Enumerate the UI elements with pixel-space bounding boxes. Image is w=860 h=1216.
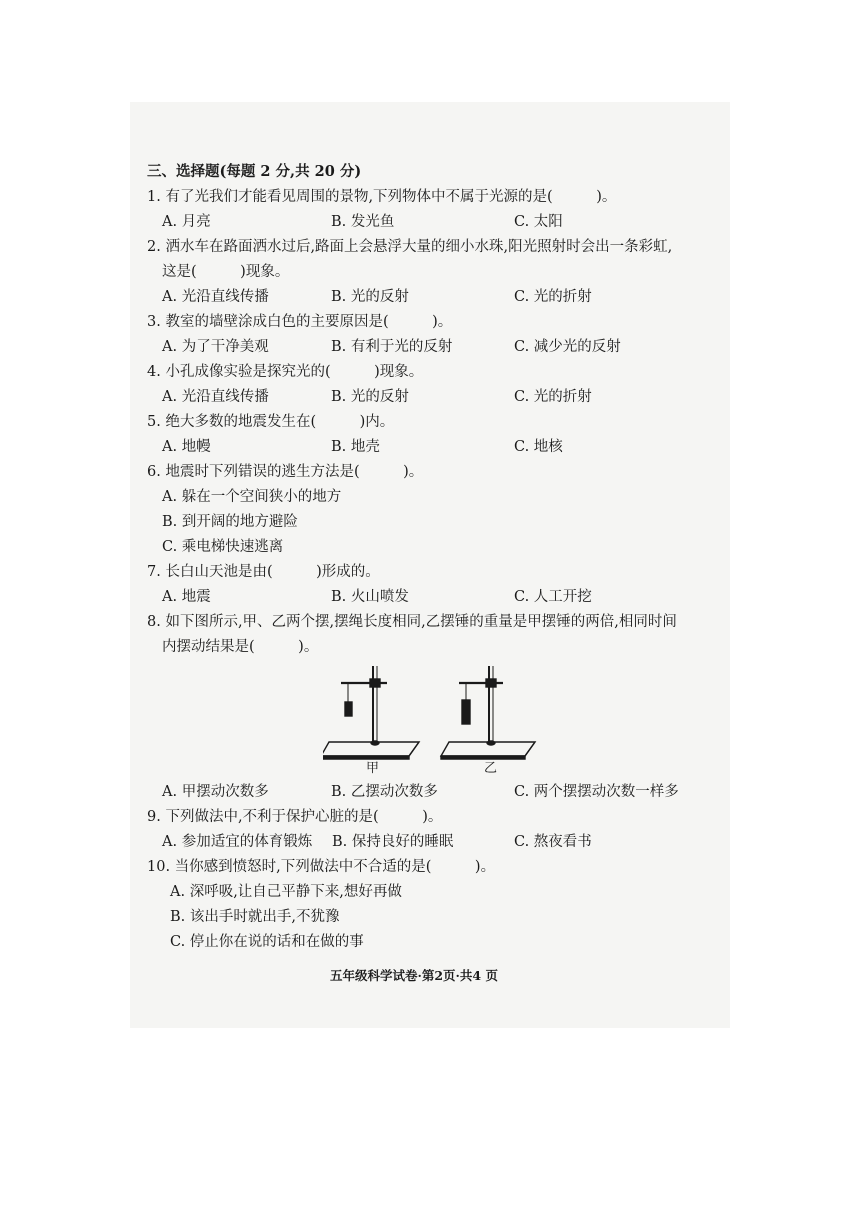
question-4-option-c[interactable]: C. 光的折射 [514, 389, 592, 405]
question-6-option-a[interactable]: A. 躲在一个空间狭小的地方 [162, 489, 342, 505]
pendulum-left [323, 666, 419, 759]
question-3-text: 3. 教室的墙壁涂成白色的主要原因是( )。 [147, 314, 453, 330]
question-5-option-a[interactable]: A. 地幔 [162, 439, 211, 455]
question-8-option-b[interactable]: B. 乙摆动次数多 [331, 784, 438, 800]
question-6-option-c[interactable]: C. 乘电梯快速逃离 [162, 539, 284, 555]
section-title: 三、选择题(每题 2 分,共 20 分) [147, 163, 362, 180]
question-10-option-c[interactable]: C. 停止你在说的话和在做的事 [170, 934, 364, 950]
question-3-option-c[interactable]: C. 减少光的反射 [514, 339, 621, 355]
question-5-option-b[interactable]: B. 地壳 [331, 439, 380, 455]
question-4-option-a[interactable]: A. 光沿直线传播 [162, 389, 269, 405]
question-8-option-a[interactable]: A. 甲摆动次数多 [162, 784, 269, 800]
question-8-option-c[interactable]: C. 两个摆摆动次数一样多 [514, 784, 679, 800]
question-5-option-c[interactable]: C. 地核 [514, 439, 563, 455]
question-2-text-line-2: 这是( )现象。 [162, 264, 290, 280]
question-3-option-b[interactable]: B. 有利于光的反射 [331, 339, 453, 355]
question-7-option-c[interactable]: C. 人工开挖 [514, 589, 592, 605]
page-footer: 五年级科学试卷·第2页·共4 页 [330, 968, 498, 983]
question-4-option-b[interactable]: B. 光的反射 [331, 389, 409, 405]
figure-label-right: 乙 [484, 761, 498, 776]
question-2-option-c[interactable]: C. 光的折射 [514, 289, 592, 305]
question-1-option-c[interactable]: C. 太阳 [514, 214, 563, 230]
question-5-text: 5. 绝大多数的地震发生在( )内。 [147, 414, 395, 430]
question-10-option-a[interactable]: A. 深呼吸,让自己平静下来,想好再做 [170, 884, 402, 900]
question-8-text-line-2: 内摆动结果是( )。 [162, 639, 319, 655]
question-2-option-b[interactable]: B. 光的反射 [331, 289, 409, 305]
question-3-option-a[interactable]: A. 为了干净美观 [162, 339, 269, 355]
question-8-text-line-1: 8. 如下图所示,甲、乙两个摆,摆绳长度相同,乙摆锤的重量是甲摆锤的两倍,相同时间 [147, 614, 677, 630]
question-1-option-a[interactable]: A. 月亮 [162, 214, 211, 230]
question-9-option-a[interactable]: A. 参加适宜的体育锻炼 [162, 834, 313, 850]
question-10-option-b[interactable]: B. 该出手时就出手,不犹豫 [170, 909, 340, 925]
question-1-text: 1. 有了光我们才能看见周围的景物,下列物体中不属于光源的是( )。 [147, 189, 617, 205]
question-2-option-a[interactable]: A. 光沿直线传播 [162, 289, 269, 305]
question-4-text: 4. 小孔成像实验是探究光的( )现象。 [147, 364, 424, 380]
question-7-option-b[interactable]: B. 火山喷发 [331, 589, 409, 605]
question-9-option-c[interactable]: C. 熬夜看书 [514, 834, 592, 850]
figure-label-left: 甲 [366, 761, 380, 776]
question-10-text: 10. 当你感到愤怒时,下列做法中不合适的是( )。 [147, 859, 496, 875]
question-7-option-a[interactable]: A. 地震 [162, 589, 211, 605]
pendulum-diagram [323, 662, 539, 777]
pendulum-figure [323, 662, 539, 777]
question-6-option-b[interactable]: B. 到开阔的地方避险 [162, 514, 298, 530]
question-1-option-b[interactable]: B. 发光鱼 [331, 214, 395, 230]
question-7-text: 7. 长白山天池是由( )形成的。 [147, 564, 380, 580]
pendulum-right [441, 666, 535, 759]
question-9-text: 9. 下列做法中,不利于保护心脏的是( )。 [147, 809, 443, 825]
question-9-option-b[interactable]: B. 保持良好的睡眠 [332, 834, 454, 850]
question-2-text-line-1: 2. 洒水车在路面洒水过后,路面上会悬浮大量的细小水珠,阳光照射时会出一条彩虹, [147, 239, 673, 255]
question-6-text: 6. 地震时下列错误的逃生方法是( )。 [147, 464, 424, 480]
